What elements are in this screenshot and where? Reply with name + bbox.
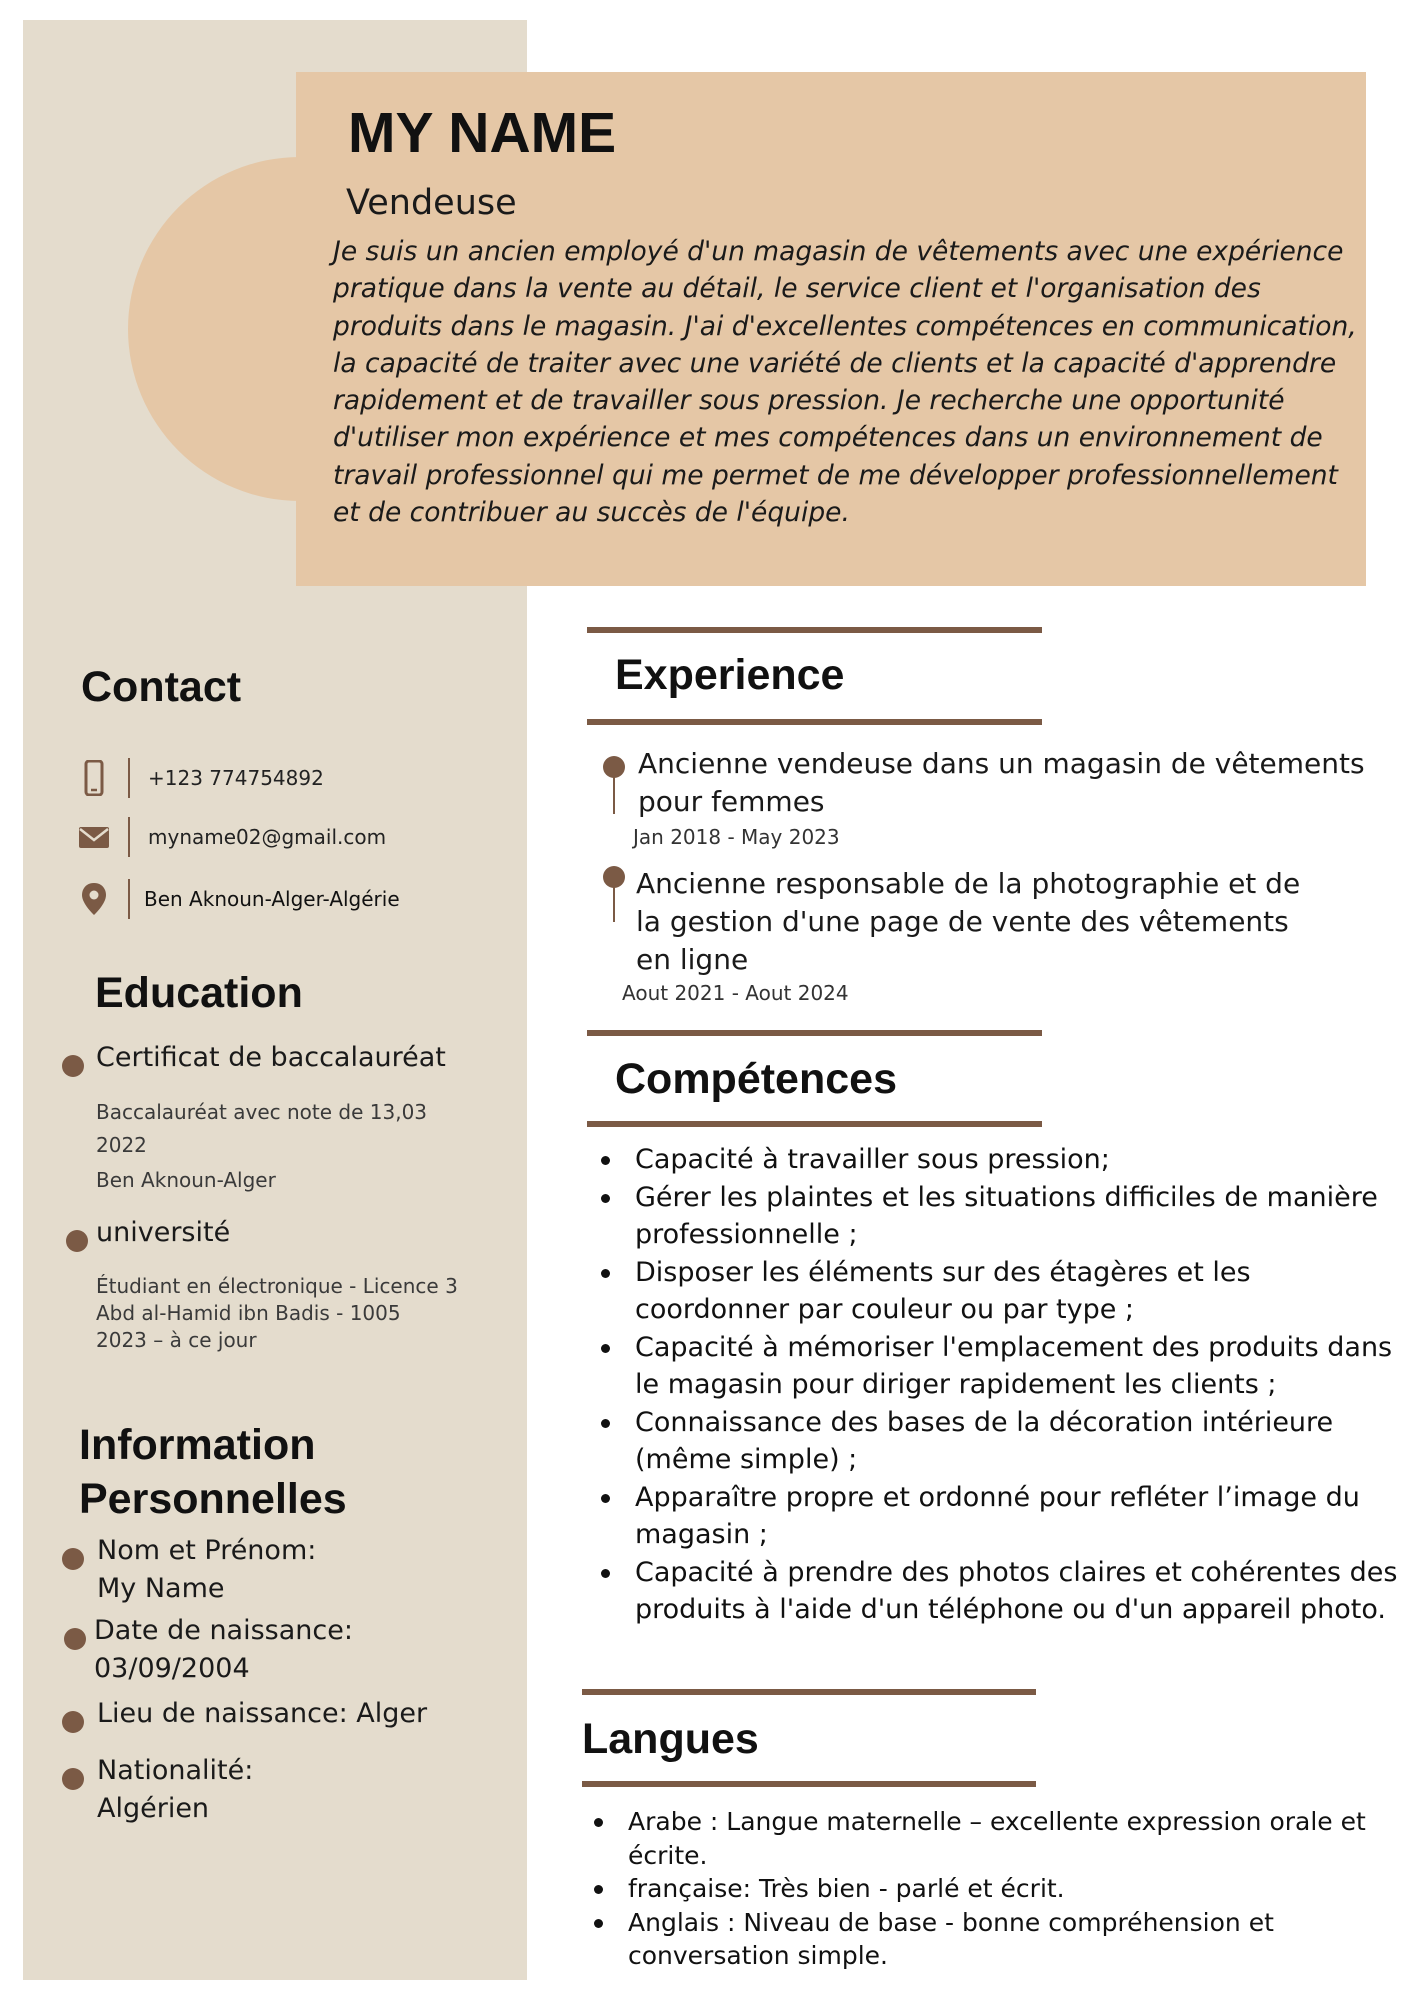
education-title: Certificat de baccalauréat	[96, 1042, 446, 1073]
email-address[interactable]: myname02@gmail.com	[148, 825, 387, 849]
skill-item: Capacité à prendre des photos claires et cohérentes des produits à l'aide d'un téléphone ou d'un appareil photo.	[597, 1554, 1407, 1629]
skill-item: Apparaître propre et ordonné pour refléter l’image du magasin ;	[597, 1479, 1407, 1554]
timeline-line	[613, 776, 615, 814]
education-detail: 2023 – à ce jour	[96, 1328, 257, 1352]
personal-info-label: Nom et Prénom:	[97, 1535, 317, 1566]
phone-icon	[76, 760, 112, 796]
job-title: Vendeuse	[346, 183, 517, 223]
language-item: Anglais : Niveau de base - bonne compréhension et conversation simple.	[590, 1906, 1380, 1973]
bullet-dot	[64, 1628, 86, 1650]
skills-list	[597, 1141, 1407, 1629]
personal-info-heading-line1: Information	[79, 1421, 316, 1469]
section-rule	[582, 1781, 1036, 1787]
personal-info-value: My Name	[97, 1573, 225, 1604]
education-detail: Baccalauréat avec note de 13,03	[96, 1100, 428, 1124]
personal-info-value: 03/09/2004	[94, 1653, 250, 1684]
education-heading: Education	[95, 969, 303, 1017]
education-title: université	[96, 1217, 231, 1248]
experience-date: Jan 2018 - May 2023	[633, 825, 840, 849]
section-rule	[587, 1121, 1042, 1127]
skills-heading: Compétences	[615, 1055, 897, 1103]
experience-title: Ancienne vendeuse dans un magasin de vêtements pour femmes	[638, 747, 1365, 818]
location-pin-icon	[76, 881, 112, 917]
divider	[128, 758, 130, 798]
personal-info-label: Date de naissance:	[94, 1615, 353, 1646]
profile-summary: Je suis un ancien employé d'un magasin de vêtements avec une expérience pratique dans la vente au détail, le service client et l'organisation des produits dans le magasin. J'ai d'excellentes compétences en communication, la capacité de traiter avec une variété de clients et la capacité d'apprendre rapidement et de travailler sous pression. Je recherche une opportunité d'utiliser mon expérience et mes compétences dans un environnement de travail professionnel qui me permet de me développer professionnellement et de contribuer au succès de l'équipe.	[333, 236, 1357, 529]
language-item: Arabe : Langue maternelle – excellente expression orale et écrite.	[590, 1805, 1380, 1872]
mail-icon	[76, 819, 112, 855]
section-rule	[582, 1689, 1036, 1695]
languages-heading: Langues	[582, 1715, 759, 1763]
postal-address: Ben Aknoun-Alger-Algérie	[144, 887, 400, 911]
contact-heading: Contact	[81, 663, 242, 711]
personal-info-label: Lieu de naissance: Alger	[97, 1698, 428, 1729]
skill-item: Capacité à mémoriser l'emplacement des produits dans le magasin pour diriger rapidement les clients ;	[597, 1329, 1407, 1404]
experience-title: Ancienne responsable de la photographie et de la gestion d'une page de vente des vêtements en ligne	[636, 867, 1301, 976]
education-detail: Étudiant en électronique - Licence 3	[96, 1274, 458, 1298]
timeline-line	[613, 886, 615, 922]
personal-info-heading-line2: Personnelles	[79, 1475, 347, 1523]
bullet-dot	[62, 1768, 84, 1790]
full-name: MY NAME	[348, 101, 617, 165]
divider	[128, 817, 130, 857]
languages-list	[590, 1805, 1380, 1973]
experience-date: Aout 2021 - Aout 2024	[622, 981, 849, 1005]
timeline-dot	[603, 866, 625, 888]
bullet-dot	[66, 1230, 88, 1252]
skill-item: Disposer les éléments sur des étagères et les coordonner par couleur ou par type ;	[597, 1254, 1407, 1329]
section-rule	[587, 719, 1042, 725]
skill-item: Capacité à travailler sous pression;	[597, 1141, 1407, 1179]
bullet-dot	[62, 1711, 84, 1733]
education-detail: Abd al-Hamid ibn Badis - 1005	[96, 1301, 401, 1325]
education-detail: Ben Aknoun-Alger	[96, 1168, 276, 1192]
skill-item: Gérer les plaintes et les situations difficiles de manière professionnelle ;	[597, 1179, 1407, 1254]
personal-info-value: Algérien	[97, 1793, 210, 1824]
phone-number[interactable]: +123 774754892	[148, 766, 324, 790]
timeline-dot	[603, 756, 625, 778]
experience-heading: Experience	[615, 651, 845, 699]
skill-item: Connaissance des bases de la décoration intérieure (même simple) ;	[597, 1404, 1407, 1479]
personal-info-label: Nationalité:	[97, 1755, 254, 1786]
education-detail: 2022	[96, 1133, 147, 1157]
bullet-dot	[62, 1548, 84, 1570]
section-rule	[587, 1030, 1042, 1036]
language-item: française: Très bien - parlé et écrit.	[590, 1872, 1380, 1906]
section-rule	[587, 627, 1042, 633]
bullet-dot	[62, 1055, 84, 1077]
divider	[128, 879, 130, 919]
